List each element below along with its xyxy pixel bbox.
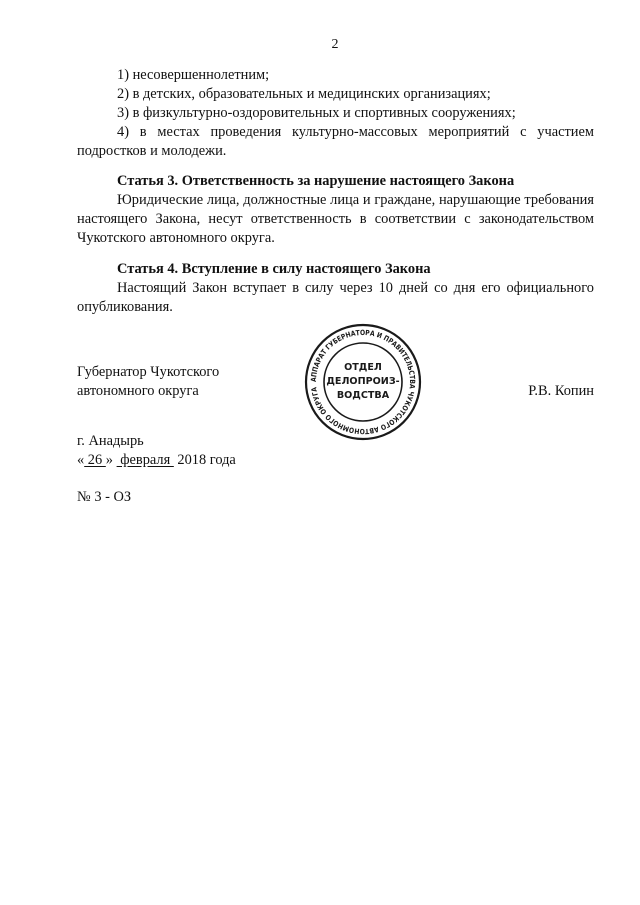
article-3-text: Юридические лица, должностные лица и граждане, нарушающие требования настоящего Закона, несут ответственность в соответствии с законодательством Чукотского автономного округа. [77, 192, 594, 246]
page-number: 2 [331, 37, 339, 52]
article-4-text: Настоящий Закон вступает в силу через 10 дней со дня его официального опубликования. [77, 280, 594, 315]
date-year: 2018 года [173, 452, 236, 468]
date-month: февраля [116, 452, 174, 468]
signing-date [77, 451, 236, 470]
stamp-line-3: ВОДСТВА [336, 390, 390, 401]
signatory-position-line-1: Губернатор Чукотского [77, 364, 220, 380]
list-item-2: 2) в детских, образовательных и медицинских организациях; [117, 86, 491, 102]
stamp-ring-text: АППАРАТ ГУБЕРНАТОРА И ПРАВИТЕЛЬСТВА ЧУКОТСКОГО АВТОНОМНОГО ОКРУГА [308, 327, 418, 437]
date-close-quote: » [105, 452, 117, 468]
signatory-position-line-2: автономного округа [77, 383, 199, 399]
stamp-line-1: ОТДЕЛ [344, 362, 382, 373]
place-of-signing: г. Анадырь [77, 433, 144, 449]
stamp-line-2: ДЕЛОПРОИЗ- [326, 376, 400, 387]
law-number: № 3 - ОЗ [77, 489, 132, 505]
list-item-3: 3) в физкультурно-оздоровительных и спортивных сооружениях; [117, 105, 516, 121]
date-day: 26 [84, 452, 106, 468]
article-4-heading: Статья 4. Вступление в силу настоящего Закона [117, 261, 431, 277]
article-3-heading: Статья 3. Ответственность за нарушение настоящего Закона [117, 173, 515, 189]
list-item-4: 4) в местах проведения культурно-массовых мероприятий с участием подростков и молодежи. [77, 124, 594, 159]
list-item-1: 1) несовершеннолетним; [117, 67, 270, 83]
signatory-name: Р.В. Копин [528, 383, 594, 399]
official-stamp [303, 322, 423, 442]
date-open-quote: « [77, 452, 85, 468]
